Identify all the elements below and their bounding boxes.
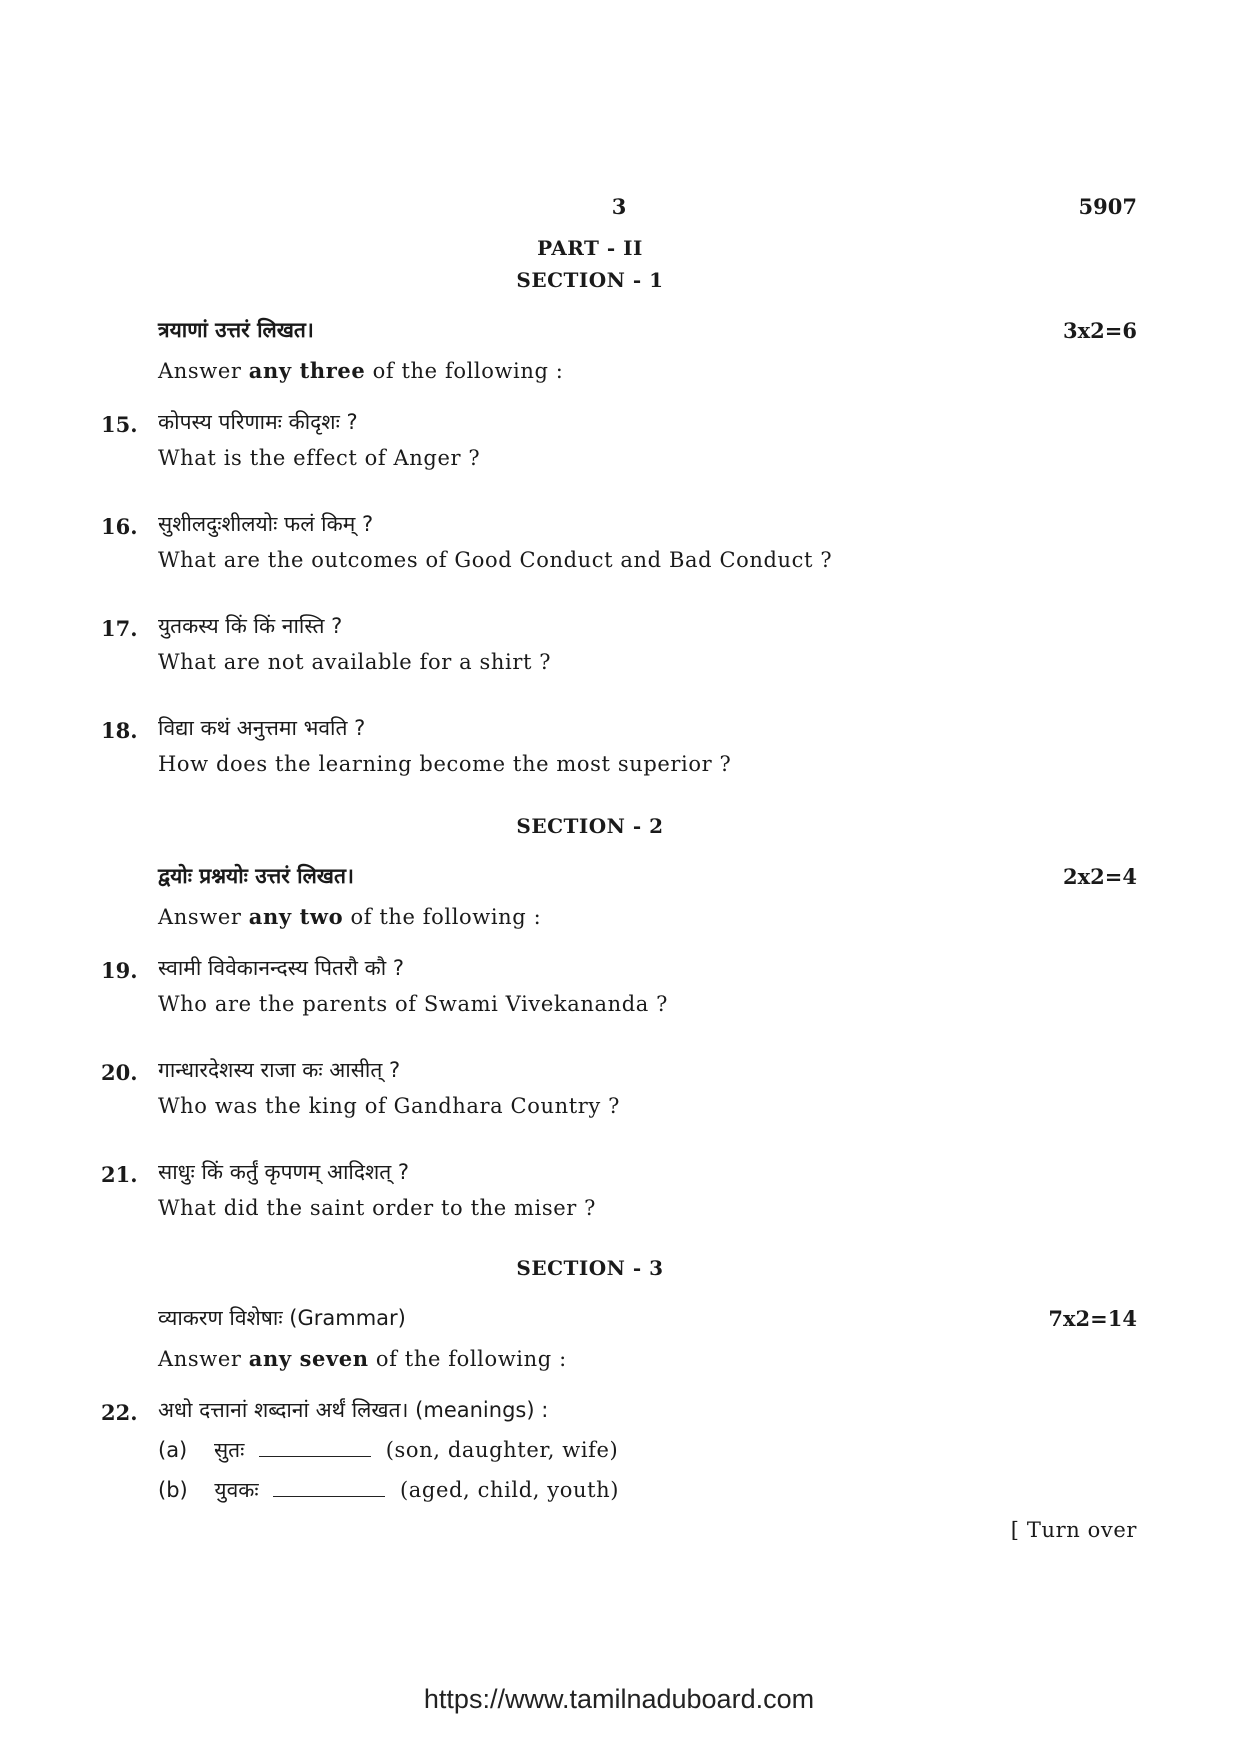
question-sanskrit: साधुः किं कर्तुं कृपणम् आदिशत् ? [158, 1160, 410, 1184]
section-3-marks: 7x2=14 [1048, 1306, 1137, 1331]
sub-item [158, 1476, 619, 1504]
sub-item-label: (b) [158, 1478, 188, 1502]
section-1-title: SECTION - 1 [516, 268, 664, 292]
question-number: 16. [101, 514, 138, 539]
question-number: 20. [101, 1060, 138, 1085]
section-1-instruction-sanskrit: त्रयाणां उत्तरं लिखत। [158, 318, 314, 342]
question-english: What are not available for a shirt ? [158, 650, 552, 674]
sub-item-word: युवकः [214, 1478, 259, 1502]
turn-over-note: [ Turn over [1010, 1518, 1137, 1542]
question-sanskrit: गान्धारदेशस्य राजा कः आसीत् ? [158, 1058, 401, 1082]
page-number: 3 [611, 194, 627, 219]
sub-item-label: (a) [158, 1438, 188, 1462]
question-sanskrit: कोपस्य परिणामः कीदृशः ? [158, 410, 358, 434]
question-number: 17. [101, 616, 138, 641]
section-2-instruction-sanskrit: द्वयोः प्रश्नयोः उत्तरं लिखत। [158, 864, 354, 888]
question-sanskrit: स्वामी विवेकानन्दस्य पितरौ कौ ? [158, 956, 405, 980]
question-sanskrit: विद्या कथं अनुत्तमा भवति ? [158, 716, 366, 740]
question-english: What are the outcomes of Good Conduct and Bad Conduct ? [158, 548, 833, 572]
question-number: 15. [101, 412, 138, 437]
question-english: Who was the king of Gandhara Country ? [158, 1094, 620, 1118]
answer-blank[interactable] [273, 1482, 385, 1497]
section-1-marks: 3x2=6 [1063, 318, 1137, 343]
section-3-instruction-english: Answer any seven of the following : [158, 1346, 567, 1371]
sub-item-options: (son, daughter, wife) [385, 1438, 619, 1462]
footer-url-link[interactable]: https://www.tamilnaduboard.com [423, 1684, 815, 1714]
part-title: PART - II [537, 236, 643, 260]
question-sanskrit: सुशीलदुःशीलयोः फलं किम् ? [158, 512, 374, 536]
sub-item-word: सुतः [213, 1438, 245, 1462]
section-3-title: SECTION - 3 [516, 1256, 664, 1280]
question-number: 21. [101, 1162, 138, 1187]
question-number: 18. [101, 718, 138, 743]
paper-code: 5907 [1078, 194, 1137, 219]
section-3-instruction-sanskrit: व्याकरण विशेषाः (Grammar) [158, 1306, 406, 1330]
question-english: What did the saint order to the miser ? [158, 1196, 597, 1220]
question-english: What is the effect of Anger ? [158, 446, 481, 470]
answer-blank[interactable] [259, 1442, 371, 1457]
section-1-instruction-english: Answer any three of the following : [158, 358, 564, 383]
sub-item-options: (aged, child, youth) [400, 1478, 620, 1502]
question-number: 19. [101, 958, 138, 983]
question-english: Who are the parents of Swami Vivekananda ? [158, 992, 668, 1016]
question-sanskrit: युतकस्य किं किं नास्ति ? [158, 614, 343, 638]
section-2-marks: 2x2=4 [1063, 864, 1137, 889]
question-sanskrit: अधो दत्तानां शब्दानां अर्थं लिखत। (meanings) : [158, 1398, 549, 1422]
sub-item [158, 1436, 618, 1464]
section-2-title: SECTION - 2 [516, 814, 664, 838]
section-2-instruction-english: Answer any two of the following : [158, 904, 542, 929]
question-english: How does the learning become the most superior ? [158, 752, 732, 776]
question-number: 22. [101, 1400, 138, 1425]
